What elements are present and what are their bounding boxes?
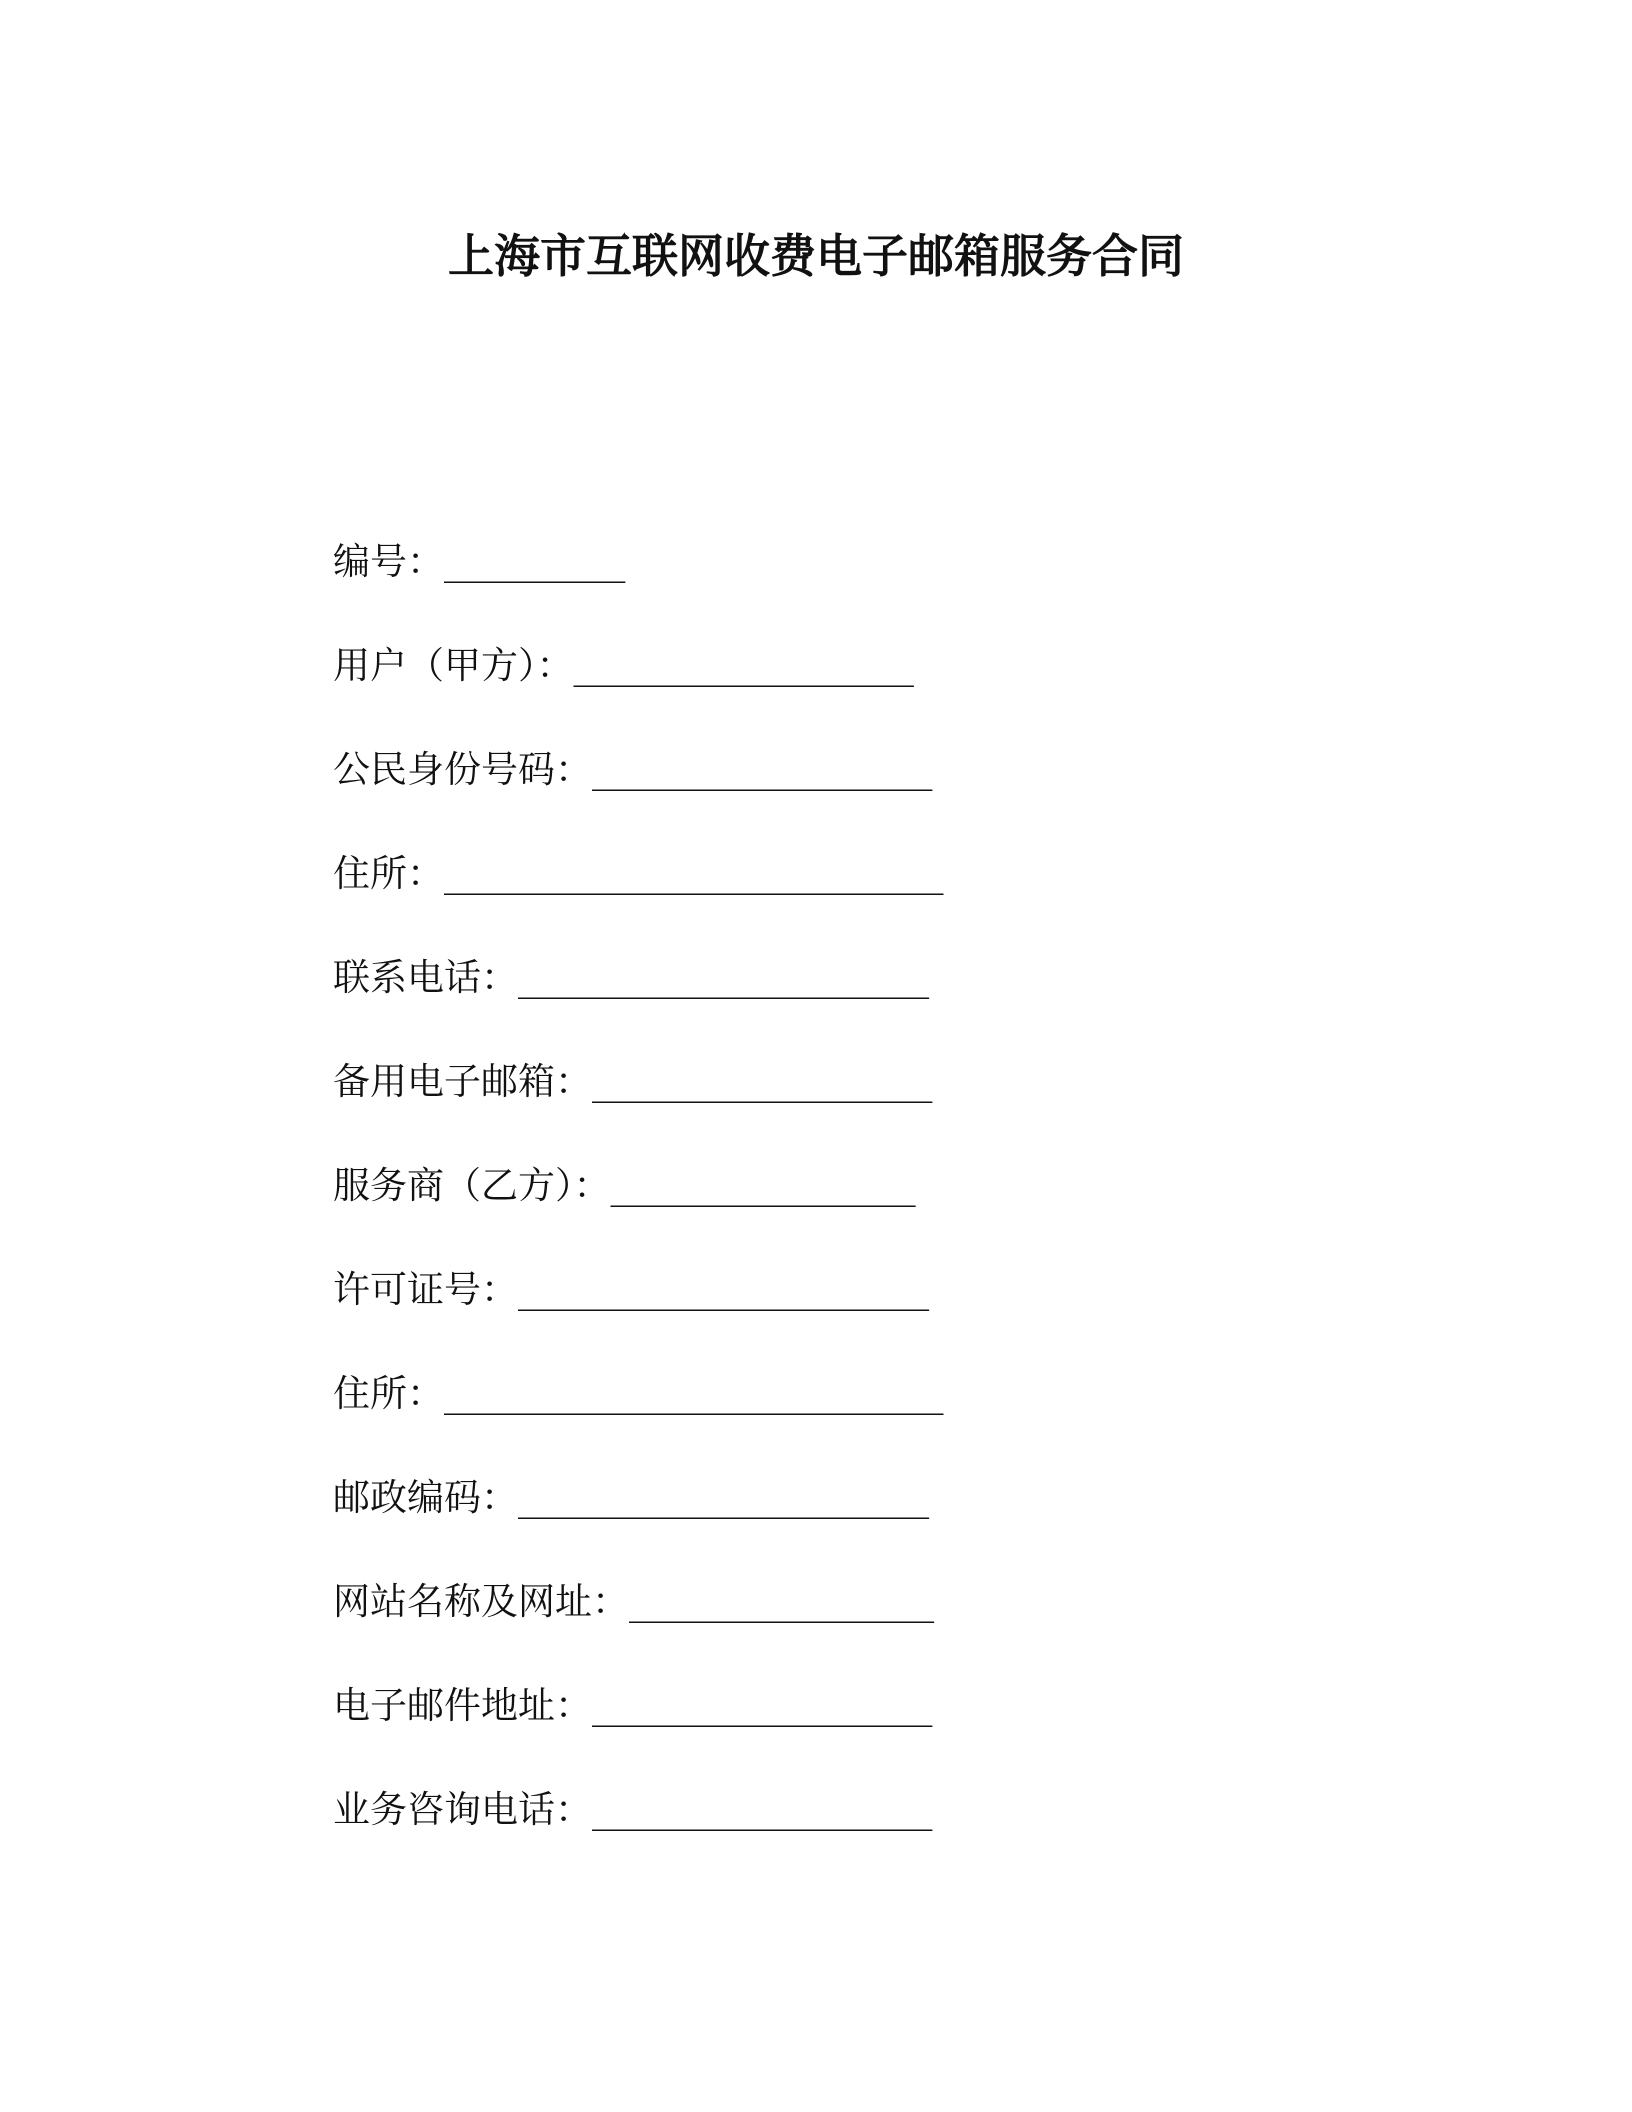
field-label: 用户（甲方）： — [333, 644, 574, 687]
fill-in-blank: ___________________ — [573, 644, 910, 687]
field-label: 住所： — [333, 1372, 444, 1415]
fill-in-blank: _________________ — [629, 1580, 930, 1623]
fill-in-blank: _______________________ — [518, 1476, 925, 1519]
field-license-number — [333, 1216, 1333, 1320]
field-backup-email — [333, 1008, 1333, 1112]
fill-in-blank: ___________________ — [592, 1060, 928, 1103]
fill-in-blank: ___________________ — [592, 748, 928, 791]
field-label: 服务商（乙方）： — [333, 1164, 611, 1207]
fill-in-blank: _______________________ — [518, 956, 925, 999]
field-postal-code — [333, 1424, 1333, 1528]
fill-in-blank: _______________________ — [518, 1268, 925, 1311]
field-label: 备用电子邮箱： — [333, 1060, 592, 1103]
fill-in-blank: ___________________ — [592, 1684, 928, 1727]
field-label: 公民身份号码： — [333, 748, 592, 791]
field-website — [333, 1528, 1333, 1632]
fill-in-blank: ____________________________ — [444, 1372, 939, 1415]
contract-fields — [333, 488, 1333, 1840]
field-user-address — [333, 800, 1333, 904]
field-label: 业务咨询电话： — [333, 1788, 592, 1831]
fill-in-blank: ____________________________ — [444, 852, 939, 895]
field-label: 住所： — [333, 852, 444, 895]
fill-in-blank: ___________________ — [592, 1788, 928, 1831]
field-label: 电子邮件地址： — [333, 1684, 592, 1727]
field-contract-number — [333, 488, 1333, 592]
field-label: 联系电话： — [333, 956, 518, 999]
document-title: 上海市互联网收费电子邮箱服务合同 — [448, 229, 1184, 283]
fill-in-blank: __________ — [444, 540, 621, 583]
field-label: 许可证号： — [333, 1268, 518, 1311]
field-provider-party-b — [333, 1112, 1333, 1216]
field-user-party-a — [333, 592, 1333, 696]
field-id-number — [333, 696, 1333, 800]
field-service-hotline — [333, 1736, 1333, 1840]
fill-in-blank: _________________ — [610, 1164, 911, 1207]
field-provider-address — [333, 1320, 1333, 1424]
field-phone — [333, 904, 1333, 1008]
field-label: 网站名称及网址： — [333, 1580, 629, 1623]
field-label: 邮政编码： — [333, 1476, 518, 1519]
field-email-address — [333, 1632, 1333, 1736]
field-label: 编号： — [333, 540, 444, 583]
